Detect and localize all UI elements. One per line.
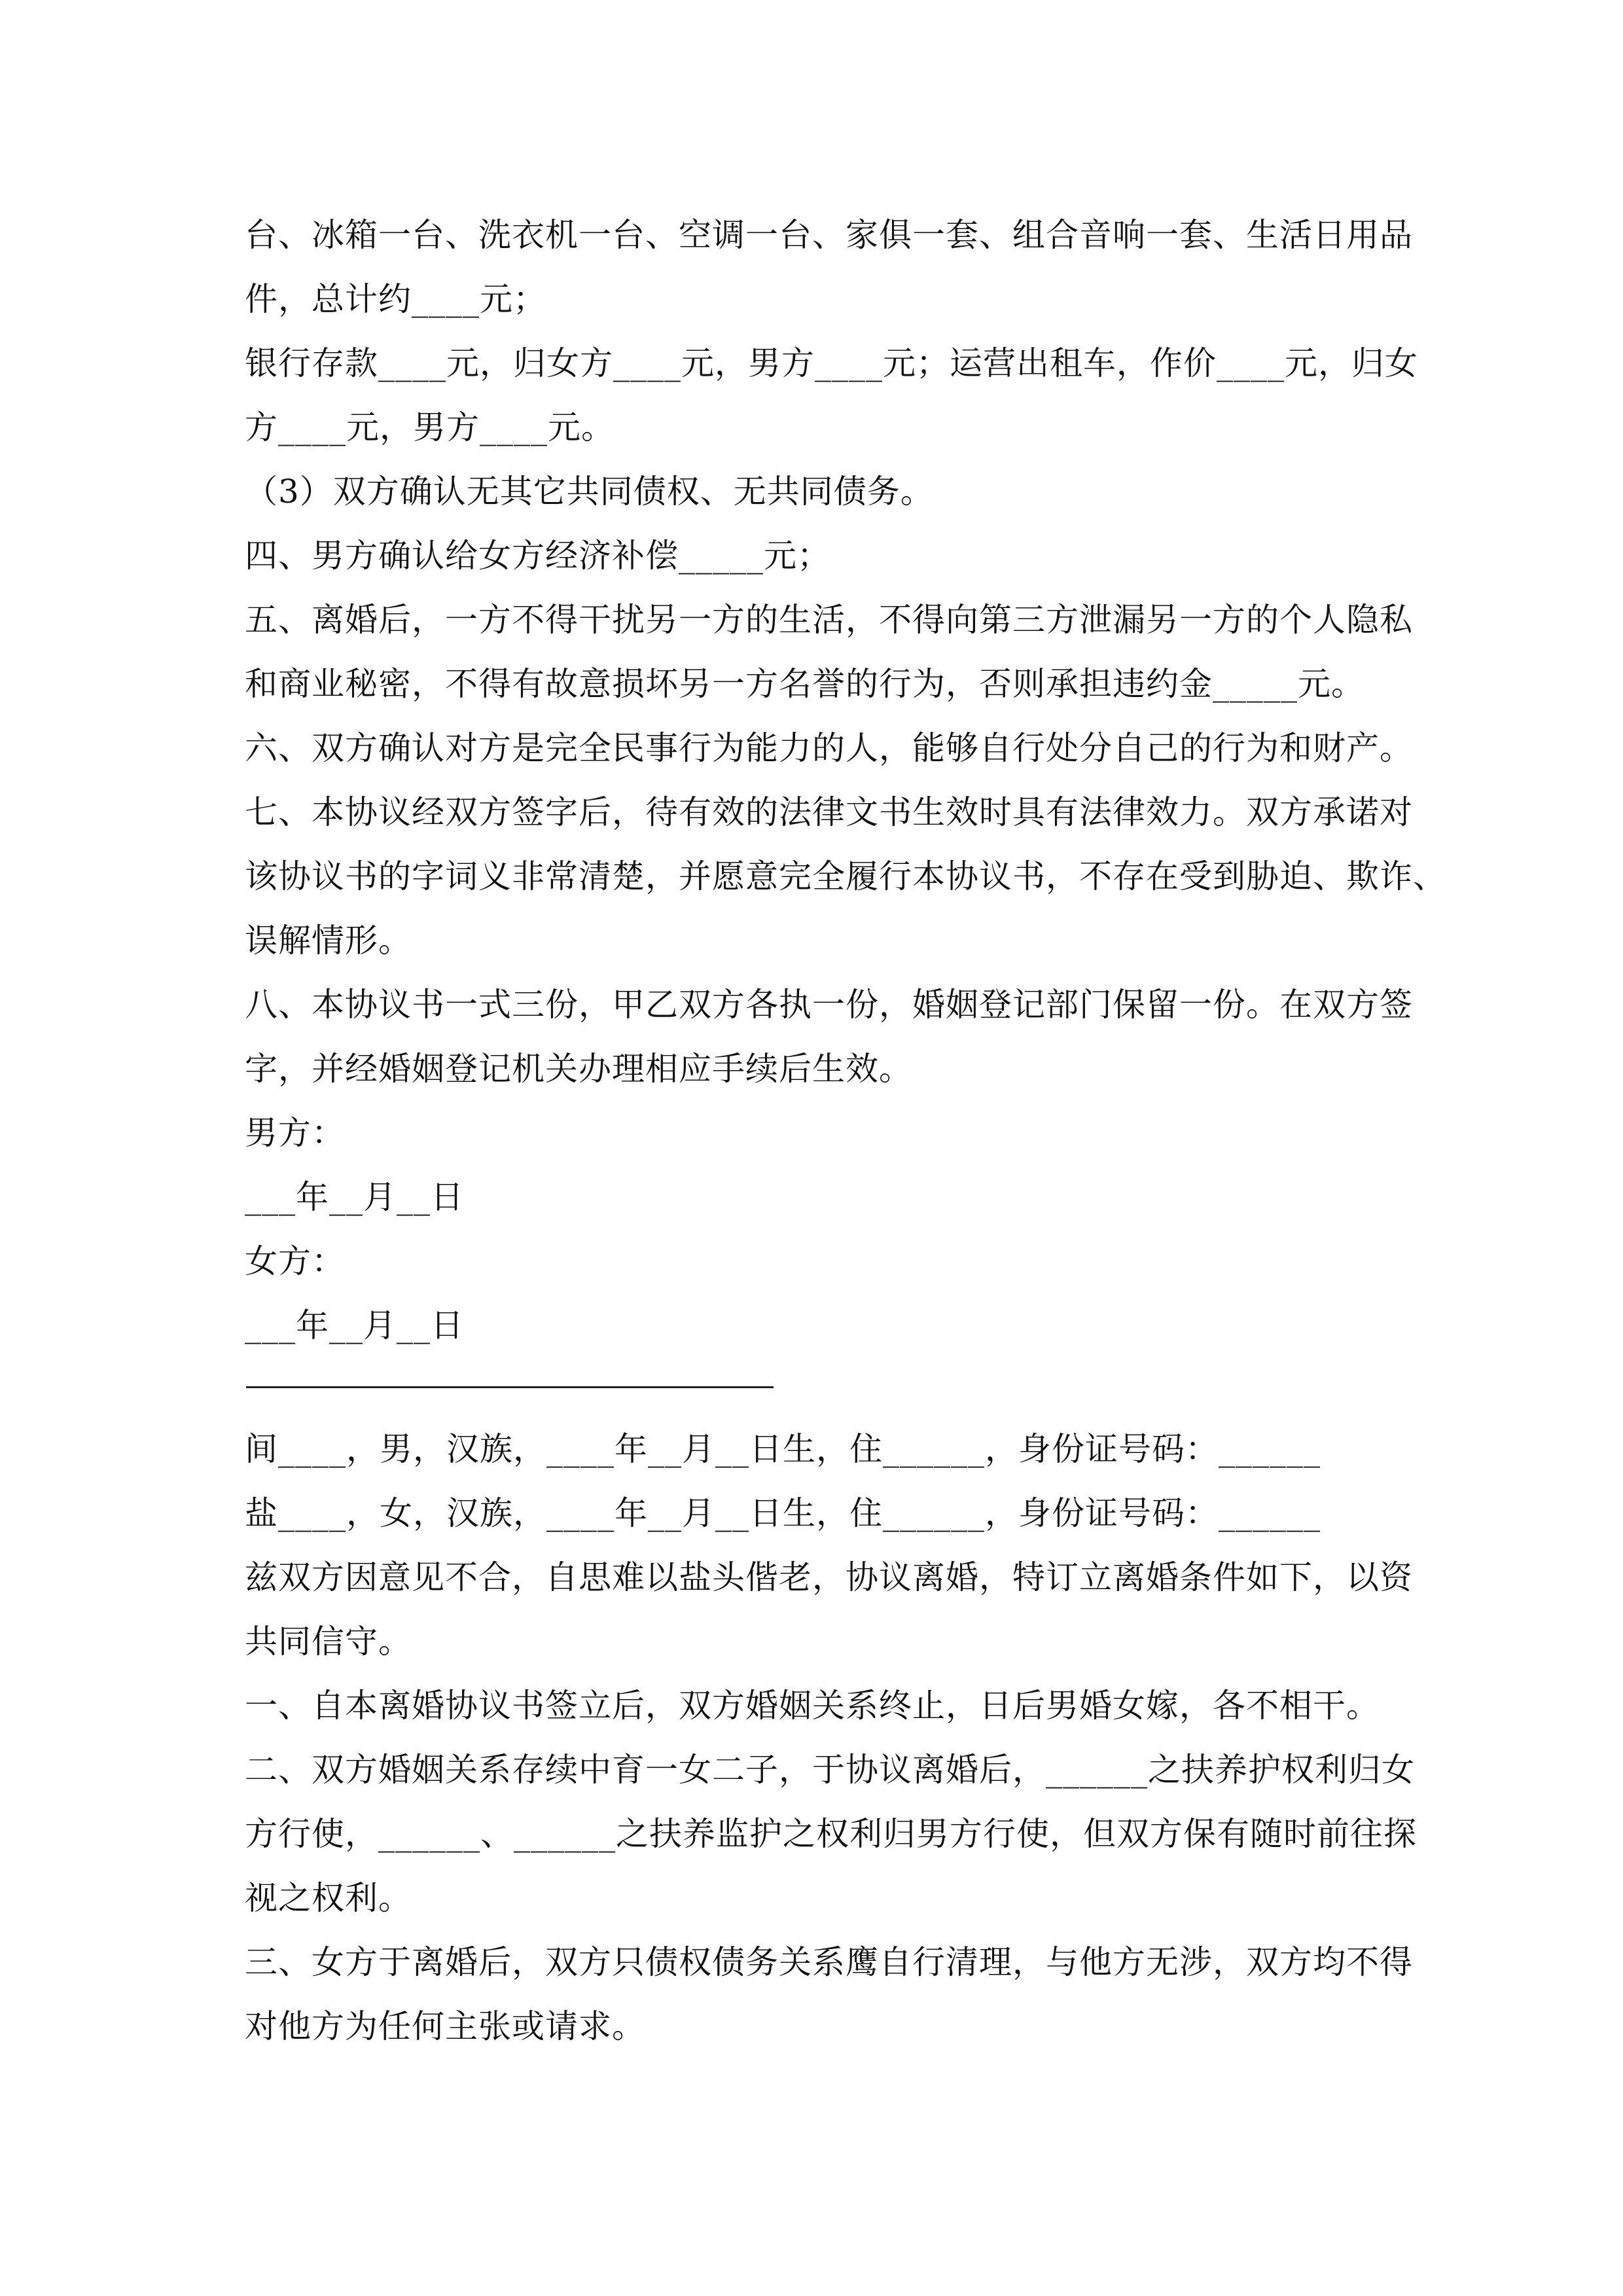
text-line: 一、自本离婚协议书签立后，双方婚姻关系终止，日后男婚女嫁，各不相干。 <box>245 1687 1380 1725</box>
text-line: 共同信守。 <box>245 1623 412 1660</box>
text-line: 七、本协议经双方签字后，待有效的法律文书生效时具有法律效力。双方承诺对 <box>245 793 1413 831</box>
text-line: 三、女方于离婚后，双方只债权债务关系鹰自行清理，与他方无涉，双方均不得 <box>245 1943 1413 1981</box>
signature-male-date: ___年__月__日 <box>245 1178 464 1216</box>
text-line: 五、离婚后，一方不得干扰另一方的生活，不得向第三方泄漏另一方的个人隐私 <box>245 601 1413 639</box>
text-line: 间____，男，汉族，____年__月__日生，住______，身份证号码：______ <box>245 1430 1321 1468</box>
agreement-text-part-2 <box>245 1417 1417 2058</box>
text-line: 视之权利。 <box>245 1879 412 1917</box>
text-line: （3）双方确认无其它共同债权、无共同债务。 <box>245 473 934 511</box>
text-line: 四、男方确认给女方经济补偿_____元； <box>245 537 830 575</box>
text-line: 方行使，______、______之扶养监护之权利归男方行使，但双方保有随时前往探 <box>245 1815 1417 1853</box>
text-line: 字，并经婚姻登记机关办理相应手续后生效。 <box>245 1050 912 1088</box>
agreement-text-part-1 <box>245 203 1446 1357</box>
text-line: 方____元，男方____元。 <box>245 408 615 446</box>
text-line: 兹双方因意见不合，自思难以盐头偕老，协议离婚，特订立离婚条件如下，以资 <box>245 1558 1413 1596</box>
text-line: 银行存款____元，归女方____元，男方____元；运营出租车，作价____元，归女 <box>245 344 1418 382</box>
text-line: 二、双方婚姻关系存续中育一女二子，于协议离婚后，______之扶养护权利归女 <box>245 1751 1415 1789</box>
text-line: 误解情形。 <box>245 922 412 960</box>
section-divider <box>246 1386 774 1388</box>
text-line: 该协议书的字词义非常清楚，并愿意完全履行本协议书，不存在受到胁迫、欺诈、 <box>245 857 1446 895</box>
text-line: 对他方为任何主张或请求。 <box>245 2007 645 2045</box>
text-line: 台、冰箱一台、洗衣机一台、空调一台、家俱一套、组合音响一套、生活日用品 <box>245 216 1413 254</box>
text-line: 件，总计约____元； <box>245 280 546 318</box>
signature-female-label: 女方： <box>245 1242 345 1280</box>
signature-female-date: ___年__月__日 <box>245 1306 464 1344</box>
text-line: 八、本协议书一式三份，甲乙双方各执一份，婚姻登记部门保留一份。在双方签 <box>245 986 1413 1024</box>
text-line: 盐____，女，汉族，____年__月__日生，住______，身份证号码：______ <box>245 1494 1321 1532</box>
text-line: 和商业秘密，不得有故意损坏另一方名誉的行为，否则承担违约金_____元。 <box>245 665 1364 703</box>
signature-male-label: 男方： <box>245 1114 345 1152</box>
text-line: 六、双方确认对方是完全民事行为能力的人，能够自行处分自己的行为和财产。 <box>245 729 1413 767</box>
